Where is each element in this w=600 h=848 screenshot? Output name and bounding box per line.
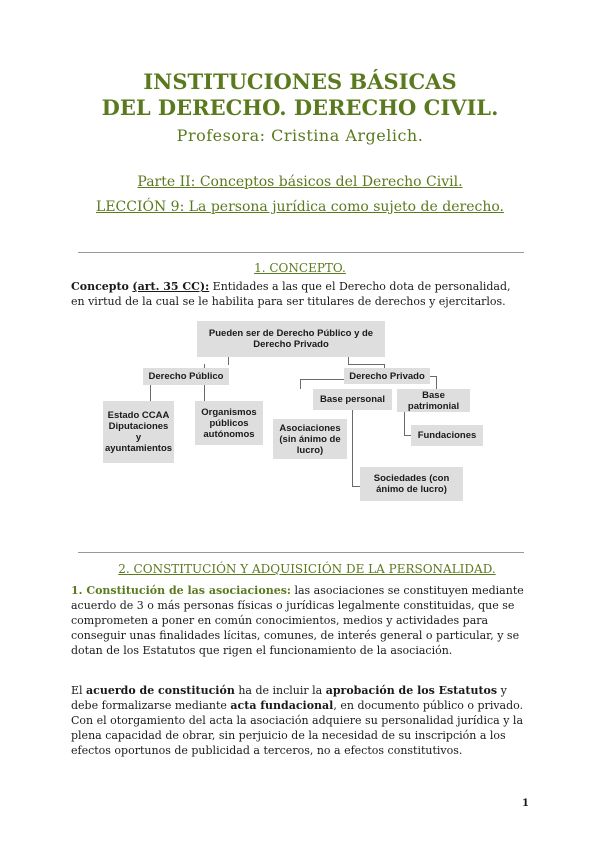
text-span: , en documento público o privado. Con el otorgamiento del acta la asociación adquiere su personalidad jurídica y la plena capacidad de obrar, sin perjuicio de la necesidad de su inscripción a los efectos oportunos de publicidad a terceros, no a efectos constitutivos.: [71, 699, 524, 757]
divider-2: [78, 552, 524, 553]
text-bold: aprobación de los Estatutos: [325, 684, 498, 697]
professor-line: Profesora: Cristina Argelich.: [176, 126, 424, 145]
concept-ref: (art. 35 CC):: [132, 280, 210, 293]
text-bold: acta fundacional: [230, 699, 334, 712]
lesson-heading: LECCIÓN 9: La persona jurídica como sujeto de derecho.: [96, 199, 504, 215]
diagram-derecho-publico: Derecho Público: [143, 368, 229, 385]
acta-paragraph: [71, 683, 526, 758]
title-line-2: DEL DERECHO. DERECHO CIVIL.: [101, 95, 499, 120]
diagram-derecho-privado: Derecho Privado: [344, 368, 430, 384]
section-1-heading: 1. CONCEPTO.: [254, 261, 346, 275]
connector: [150, 385, 151, 401]
text-span: y debe formalizarse mediante: [71, 684, 507, 712]
diagram-estado: Estado CCAA Diputaciones y ayuntamientos: [103, 401, 174, 463]
concept-label: Concepto: [71, 280, 129, 293]
connector: [300, 379, 301, 389]
title-line-1: INSTITUCIONES BÁSICAS: [143, 69, 457, 94]
page-number: 1: [522, 798, 529, 809]
constitution-text: las asociaciones se constituyen mediante acuerdo de 3 o más personas físicas o jurídicas legalmente constituidas, que se comprometen a poner en común conocimientos, medios y actividades para conseguir unas finalidades lícitas, comunes, de interés general o particular, y se dotan de los Estatutos que rigen el funcionamiento de la asociación.: [71, 584, 524, 657]
part-heading: Parte II: Conceptos básicos del Derecho Civil.: [137, 174, 463, 190]
connector: [348, 364, 384, 365]
constitution-label: 1. Constitución de las asociaciones:: [71, 584, 291, 597]
text-bold: acuerdo de constitución: [86, 684, 235, 697]
diagram-root: Pueden ser de Derecho Público y de Derecho Privado: [197, 321, 385, 357]
diagram-fundaciones: Fundaciones: [411, 425, 483, 446]
text-span: El: [71, 684, 87, 697]
connector: [204, 385, 205, 401]
connector: [352, 486, 360, 487]
concept-paragraph: [71, 279, 526, 309]
concept-text: Entidades a las que el Derecho dota de personalidad, en virtud de la cual se le habilita para ser titulares de derechos y ejercitarlos.: [71, 280, 511, 308]
connector: [436, 376, 437, 390]
connector: [228, 357, 229, 365]
constitution-paragraph: [71, 583, 526, 658]
divider-1: [78, 252, 524, 253]
diagram-base-patrimonial: Base patrimonial: [397, 389, 470, 412]
text-span: ha de incluir la: [234, 684, 326, 697]
diagram-base-personal: Base personal: [313, 389, 392, 410]
connector: [404, 435, 411, 436]
diagram-sociedades: Sociedades (con ánimo de lucro): [360, 467, 463, 501]
diagram-asociaciones: Asociaciones (sin ánimo de lucro): [273, 419, 347, 459]
connector: [352, 410, 353, 487]
diagram-organismos: Organismos públicos autónomos: [195, 401, 263, 445]
connector: [404, 412, 405, 436]
connector: [300, 379, 344, 380]
section-2-heading: 2. CONSTITUCIÓN Y ADQUISICIÓN DE LA PERSONALIDAD.: [118, 562, 496, 576]
